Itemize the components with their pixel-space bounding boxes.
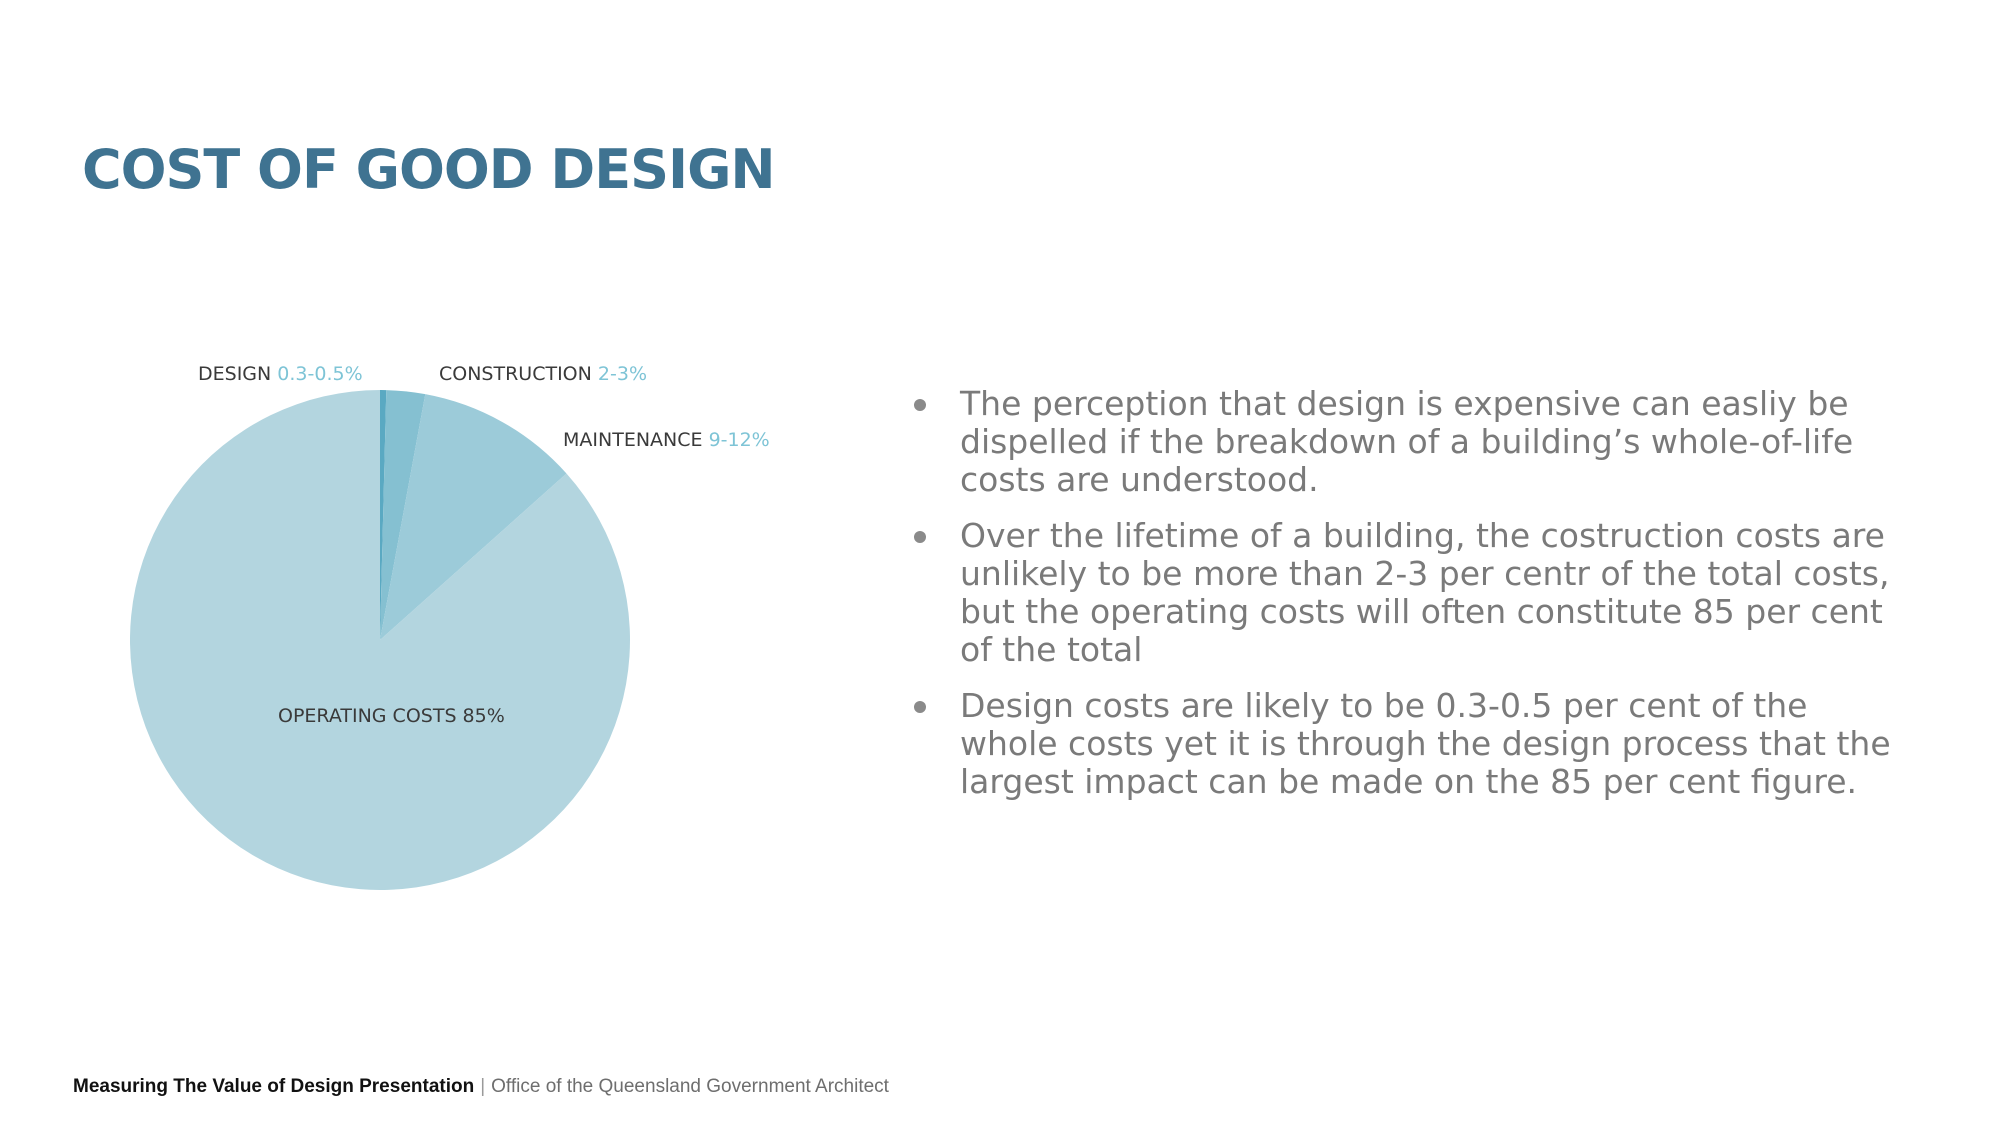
page-title: COST OF GOOD DESIGN	[82, 138, 775, 201]
footer-presentation-title: Measuring The Value of Design Presentation	[73, 1076, 475, 1097]
slice-label-name: MAINTENANCE	[563, 429, 709, 451]
bullet-list	[908, 385, 1908, 819]
slice-label-name: CONSTRUCTION	[439, 363, 598, 385]
footer	[73, 1076, 889, 1098]
bullet-item	[908, 385, 1908, 499]
bullet-item	[908, 687, 1908, 801]
slice-label-percent: 0.3-0.5%	[277, 363, 363, 385]
slice-label-percent: 2-3%	[597, 363, 647, 385]
slice-label-construction	[439, 363, 647, 385]
bullet-dot-icon	[914, 399, 926, 411]
slice-label-name: DESIGN	[198, 363, 278, 385]
bullet-dot-icon	[914, 701, 926, 713]
slice-label-percent: 9-12%	[708, 429, 770, 451]
bullet-text: Over the lifetime of a building, the costruction costs are unlikely to be more than 2-3 per centr of the total costs, but the operating costs will often constitute 85 per cent of the total	[960, 516, 1890, 669]
bullet-item	[908, 517, 1908, 669]
slice-label-design	[198, 363, 363, 385]
footer-separator: |	[480, 1076, 486, 1097]
slice-label-maintenance	[563, 429, 770, 451]
bullet-text: Design costs are likely to be 0.3-0.5 per cent of the whole costs yet it is through the design process that the largest impact can be made on the 85 per cent figure.	[960, 686, 1891, 801]
cost-pie-chart	[0, 0, 800, 950]
bullet-dot-icon	[914, 531, 926, 543]
slice-label-percent: 85%	[462, 705, 505, 727]
pie-slices	[130, 390, 630, 890]
slice-label-name: OPERATING COSTS	[278, 705, 463, 727]
footer-organisation: Office of the Queensland Government Architect	[491, 1076, 889, 1097]
slice-label-operating-costs	[278, 705, 505, 727]
bullet-text: The perception that design is expensive can easliy be dispelled if the breakdown of a building’s whole-of-life costs are understood.	[960, 384, 1854, 499]
